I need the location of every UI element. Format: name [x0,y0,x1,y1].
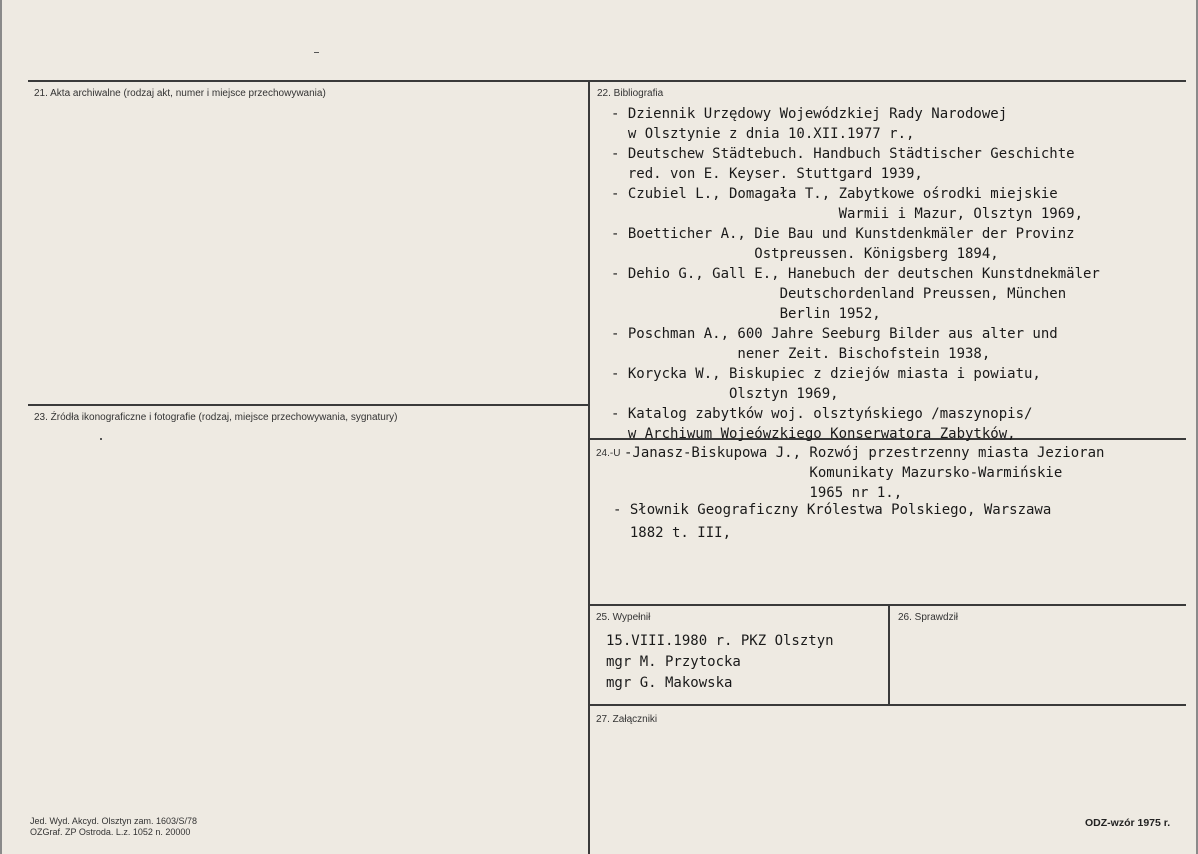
bibliography-line: - Poschman A., 600 Jahre Seeburg Bilder aus alter und [611,326,1058,342]
section-21-label: 21. Akta archiwalne (rodzaj akt, numer i miejsce przechowywania) [34,88,326,99]
filled-by-line: mgr M. Przytocka [606,654,741,670]
bibliography-cont-line: Komunikaty Mazursko-Warmińskie [624,465,1063,481]
section-22-label: 22. Bibliografia [597,88,664,99]
bibliography-line: red. von E. Keyser. Stuttgard 1939, [611,166,923,182]
speck [100,438,102,440]
bibliography-line: - Korycka W., Biskupiec z dziejów miasta i powiatu, [611,366,1041,382]
bibliography-line: - Katalog zabytków woj. olsztyńskiego /maszynopis/ [611,406,1033,422]
bibliography-line: Olsztyn 1969, [611,386,839,402]
form-model-code: ODZ-wzór 1975 r. [1085,817,1171,829]
bibliography-line: - Dziennik Urzędowy Wojewódzkiej Rady Narodowej [611,106,1008,122]
section-27-label: 27. Załączniki [596,714,658,725]
bibliography-line: Warmii i Mazur, Olsztyn 1969, [611,206,1084,222]
center-divider [588,80,590,854]
divider-25-27 [588,704,1186,706]
card-edge-left [0,0,2,854]
bibliography-line: Ostpreussen. Königsberg 1894, [611,246,999,262]
bibliography-line: Deutschordenland Preussen, München [611,286,1067,302]
section-25-label: 25. Wypełnił [596,612,651,623]
bibliography-line: nener Zeit. Bischofstein 1938, [611,346,991,362]
divider-25-26 [888,604,890,704]
bibliography-cont-line: -Janasz-Biskupowa J., Rozwój przestrzenny miasta Jezioran [624,445,1105,461]
section-26-label: 26. Sprawdził [898,612,959,623]
printer-imprint-line-2: OZGraf. ZP Ostroda. L.z. 1052 n. 20000 [30,827,191,837]
bibliography-line: Berlin 1952, [611,306,881,322]
bibliography-line: w Archiwum Wojeówzkiego Konserwatora Zabytków, [611,426,1016,442]
bibliography-line: - Dehio G., Gall E., Hanebuch der deutschen Kunstdnekmäler [611,266,1100,282]
section-23-label: 23. Źródła ikonograficzne i fotografie (rodzaj, miejsce przechowywania, sygnatury) [34,412,398,423]
divider-24-25 [588,604,1186,606]
top-rule [28,80,1186,82]
section-24-label: 24.-U [596,448,621,459]
bibliography-cont-line: 1965 nr 1., [624,485,903,501]
bibliography-cont-line: 1882 t. III, [613,525,732,541]
bibliography-line: w Olsztynie z dnia 10.XII.1977 r., [611,126,915,142]
speck [314,52,319,53]
bibliography-cont-line: - Słownik Geograficzny Królestwa Polskiego, Warszawa [613,502,1052,518]
filled-by-line: 15.VIII.1980 r. PKZ Olsztyn [606,633,834,649]
bibliography-line: - Deutschew Städtebuch. Handbuch Städtischer Geschichte [611,146,1075,162]
divider-21-23 [28,404,588,406]
bibliography-line: - Czubiel L., Domagała T., Zabytkowe ośrodki miejskie [611,186,1058,202]
filled-by-line: mgr G. Makowska [606,675,733,691]
printer-imprint-line-1: Jed. Wyd. Akcyd. Olsztyn zam. 1603/S/78 [30,816,197,826]
bibliography-line: - Boetticher A., Die Bau und Kunstdenkmäler der Provinz [611,226,1075,242]
